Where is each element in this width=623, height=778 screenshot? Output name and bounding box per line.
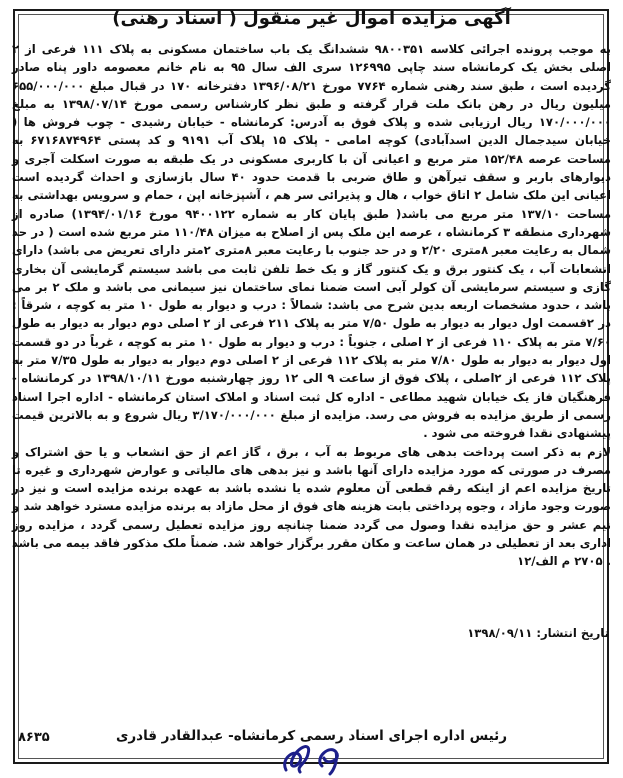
notice-paragraph-2: لازم به ذکر است پرداخت بدهی های مربوط به آب ، برق ، گاز اعم از حق انشعاب و یا حق اشتراک و مصرف در صورتی که مورد مزایده دارای آنها باشد و نیز بدهی های مالیاتی و عوارض شهرداری و غیره تا تاریخ مزایده اعم از اینکه رقم قطعی آن معلوم شده یا نشده باشد به عهده برنده مزایده است و نیز در صورت وجود مازاد ، وجوه پرداختی بابت هزینه های فوق از محل مازاد به برنده مزایده مسترد خواهد شد و نیم عشر و حق مزایده نقدا وصول می گردد ضمنا چنانچه روز مزایده تعطیل رسمی گردد ، مزایده روز اداری بعد از تعطیلی در همان ساعت و مکان مقرر برگزار خواهد شد. ضمناً ملک مذکور فاقد بیمه می باشد . ۲۷۰۵ م الف/۱۲ (12, 444, 611, 569)
notice-paragraph-1: به موجب پرونده اجرائی کلاسه ۹۸۰۰۳۵۱ ششدانگ یک باب ساختمان مسکونی به پلاک ۱۱۱ فرعی از ۲ اصلی بخش یک کرمانشاه سند چاپی ۱۲۶۹۹۵ سری الف سال ۹۵ به نام خانم معصومه داور پناه صادر گردیده است ، طبق سند رهنی شماره ۷۷۶۴ مورخ ۱۳۹۶/۰۸/۲۱ دفترخانه ۱۷۰ در قبال مبلغ ۶۵۵/۰۰۰/۰۰۰ میلیون ریال در رهن بانک ملت قرار گرفته و طبق نظر کارشناس رسمی مورخ ۱۳۹۸/۰۷/۱۴ به مبلغ ۱۷۰/۰۰۰/۰۰۰ ریال ارزیابی شده و پلاک فوق به آدرس: کرمانشاه - خیابان رشیدی - چوب فروش ها ( خیابان سیدجمال الدین اسدآبادی) کوچه امامی - پلاک ۱۵ پلاک آب ۹۱۹۱ و کد پستی ۶۷۱۶۸۷۴۹۶۴ به مساحت عرصه ۱۵۲/۴۸ متر مربع و اعیانی آن با کاربری مسکونی در یک طبقه به صورت اسکلت آجری و دیوارهای باربر و سقف تیرآهن و طاق ضربی با قدمت حدود ۴۰ سال بازسازی و احداث گردیده است اعیانی این ملک شامل ۲ اتاق خواب ، هال و پذیرائی سر هم ، آشپزخانه اپن ، حمام و سرویس بهداشتی به مساحت ۱۳۷/۱۰ متر مربع می باشد( طبق پایان کار به شماره ۹۴۰۰۱۲۲ مورخ ۱۳۹۴/۰۱/۱۶) صادره از شهرداری منطقه ۳ کرمانشاه ، عرصه این ملک پس از اصلاح به میزان ۱۱۰/۴۸ متر مربع شده است ( در حد شمال به رعایت معبر ۸متری ۲/۲۰ و در حد جنوب با رعایت معبر ۸متری ۲متر دارای تعریض می باشد) دارای انشعابات آب ، یک کنتور برق و یک کنتور گاز و یک خط تلفن ثابت می باشد سیستم گرمایشی آن بخاری گازی و سیستم سرمایشی آن کولر آبی است ضمنا نمای ساختمان نیز سیمانی می باشد و ملک ۲ بر می باشد ، حدود مشخصات اربعه بدین شرح می باشد: شمالاً : درب و دیوار به طول ۱۰ متر به کوچه ، شرقاً : در ۲قسمت اول دیوار به دیوار به طول ۷/۵۰ متر به پلاک ۲۱۱ فرعی از ۲ اصلی دوم دیوار به دیوار به طول ۷/۶۰ متر به پلاک ۱۱۰ فرعی از ۲ اصلی ، جنوباً : درب و دیوار به طول ۱۰ متر به کوچه ، غرباً در دو قسمت اول دیوار به دیوار به طول ۷/۸۰ متر به پلاک ۱۱۲ فرعی از ۲ اصلی دوم دیوار به دیوار به طول ۷/۳۵ متر به پلاک ۱۱۲ فرعی از ۲اصلی ، پلاک فوق از ساعت ۹ الی ۱۲ روز چهارشنبه مورخ ۱۳۹۸/۱۰/۱۱ در کرمانشاه - فرهنگیان فاز یک خیابان شهید مطاعی - اداره کل ثبت اسناد و املاک استان کرمانشاه - اداره اجرا اسناد رسمی از طریق مزایده به فروش می رسد. مزایده از مبلغ ۳/۱۷۰/۰۰۰/۰۰۰ ریال شروع و به بالاترین قیمت پیشنهادی نقدا فروخته می شود . (12, 42, 612, 441)
handwritten-number-mark (278, 736, 358, 776)
publish-date: تاریخ انتشار: ۱۳۹۸/۰۹/۱۱ (467, 626, 609, 640)
notice-title: آگهی مزایده اموال غیر منقول ( اسناد رهنی) (112, 8, 511, 29)
signature-line: رئیس اداره اجرای اسناد رسمی کرمانشاه- عبدالقادر قادری (116, 728, 507, 744)
ad-code: ۸۶۳۵ (18, 730, 50, 745)
notice-body (12, 40, 611, 571)
